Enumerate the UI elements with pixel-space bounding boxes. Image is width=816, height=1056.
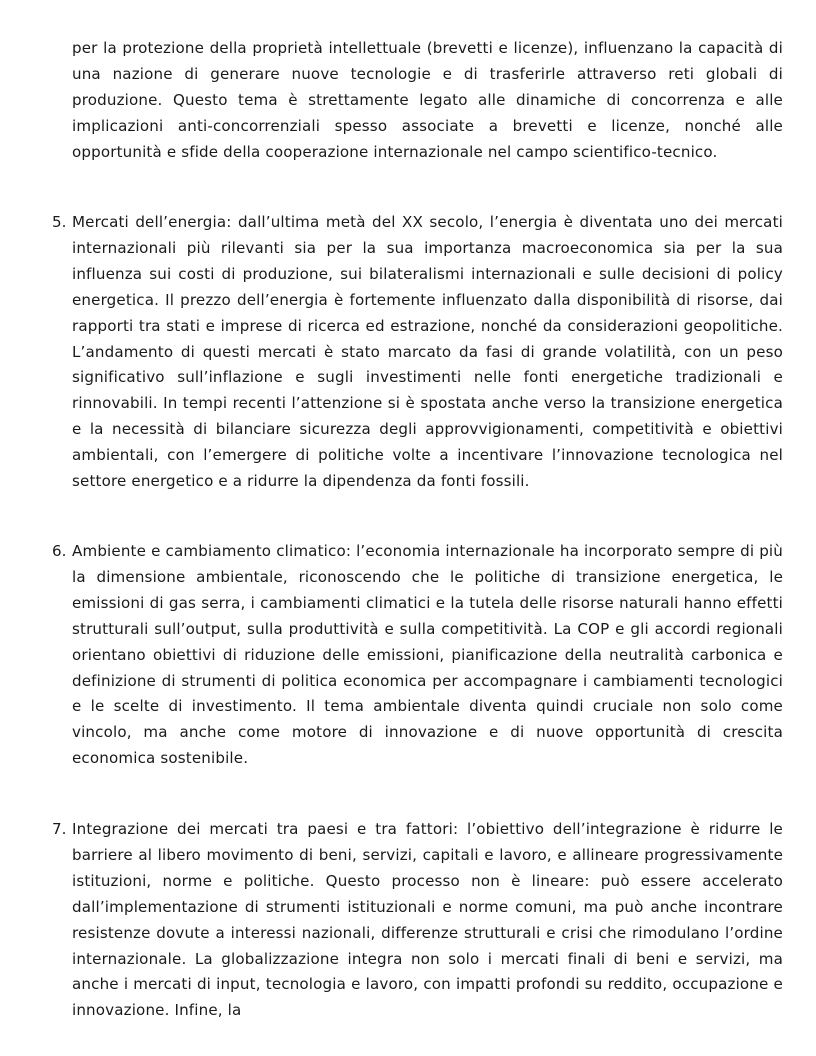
- continuation-paragraph: per la protezione della proprietà intellettuale (brevetti e licenze), influenzano la capacità di una nazione di generare nuove tecnologie e di trasferirle attraverso reti globali di produzione. Questo tema è strettamente legato alle dinamiche di concorrenza e alle implicazioni anti-concorrenziali spesso associate a brevetti e licenze, nonché alle opportunità e sfide della cooperazione internazionale nel campo scientifico-tecnico.: [72, 39, 783, 161]
- list-item-number: 5.: [52, 213, 67, 231]
- list-item-text: Mercati dell’energia: dall’ultima metà del XX secolo, l’energia è diventata uno dei mercati internazionali più rilevanti sia per la sua importanza macroeconomica sia per la sua influenza sui costi di produzione, sui bilateralismi internazionali e sulle decisioni di policy energetica. Il prezzo dell’energia è fortemente influenzato dalla disponibilità di risorse, dai rapporti tra stati e imprese di ricerca ed estrazione, nonché da considerazioni geopolitiche. L’andamento di questi mercati è stato marcato da fasi di grande volatilità, con un peso significativo sull’inflazione e sugli investimenti nelle fonti energetiche tradizionali e rinnovabili. In tempi recenti l’attenzione si è spostata anche verso la transizione energetica e la necessità di bilanciare sicurezza degli approvvigionamenti, competitività e obiettivi ambientali, con l’emergere di politiche volte a incentivare l’innovazione tecnologica nel settore energetico e a ridurre la dipendenza da fonti fossili.: [72, 213, 783, 491]
- list-item-text: Integrazione dei mercati tra paesi e tra fattori: l’obiettivo dell’integrazione è ridurre le barriere al libero movimento di beni, servizi, capitali e lavoro, e allineare progressivamente istituzioni, norme e politiche. Questo processo non è lineare: può essere accelerato dall’implementazione di strumenti istituzionali e norme comuni, ma può anche incontrare resistenze dovute a interessi nazionali, differenze strutturali e crisi che rimodulano l’ordine internazionale. La globalizzazione integra non solo i mercati finali di beni e servizi, ma anche i mercati di input, tecnologia e lavoro, con impatti profondi su reddito, occupazione e innovazione. Infine, la: [72, 820, 783, 1020]
- list-item-number: 6.: [52, 542, 67, 560]
- list-item-text: Ambiente e cambiamento climatico: l’economia internazionale ha incorporato sempre di più la dimensione ambientale, riconoscendo che le politiche di transizione energetica, le emissioni di gas serra, i cambiamenti climatici e la tutela delle risorse naturali hanno effetti strutturali sull’output, sulla produttività e sulla competitività. La COP e gli accordi regionali orientano obiettivi di riduzione delle emissioni, pianificazione della neutralità carbonica e definizione di strumenti di politica economica per accompagnare i cambiamenti tecnologici e le scelte di investimento. Il tema ambientale diventa quindi cruciale non solo come vincolo, ma anche come motore di innovazione e di nuove opportunità di crescita economica sostenibile.: [72, 542, 783, 768]
- list-item-number: 7.: [52, 820, 67, 838]
